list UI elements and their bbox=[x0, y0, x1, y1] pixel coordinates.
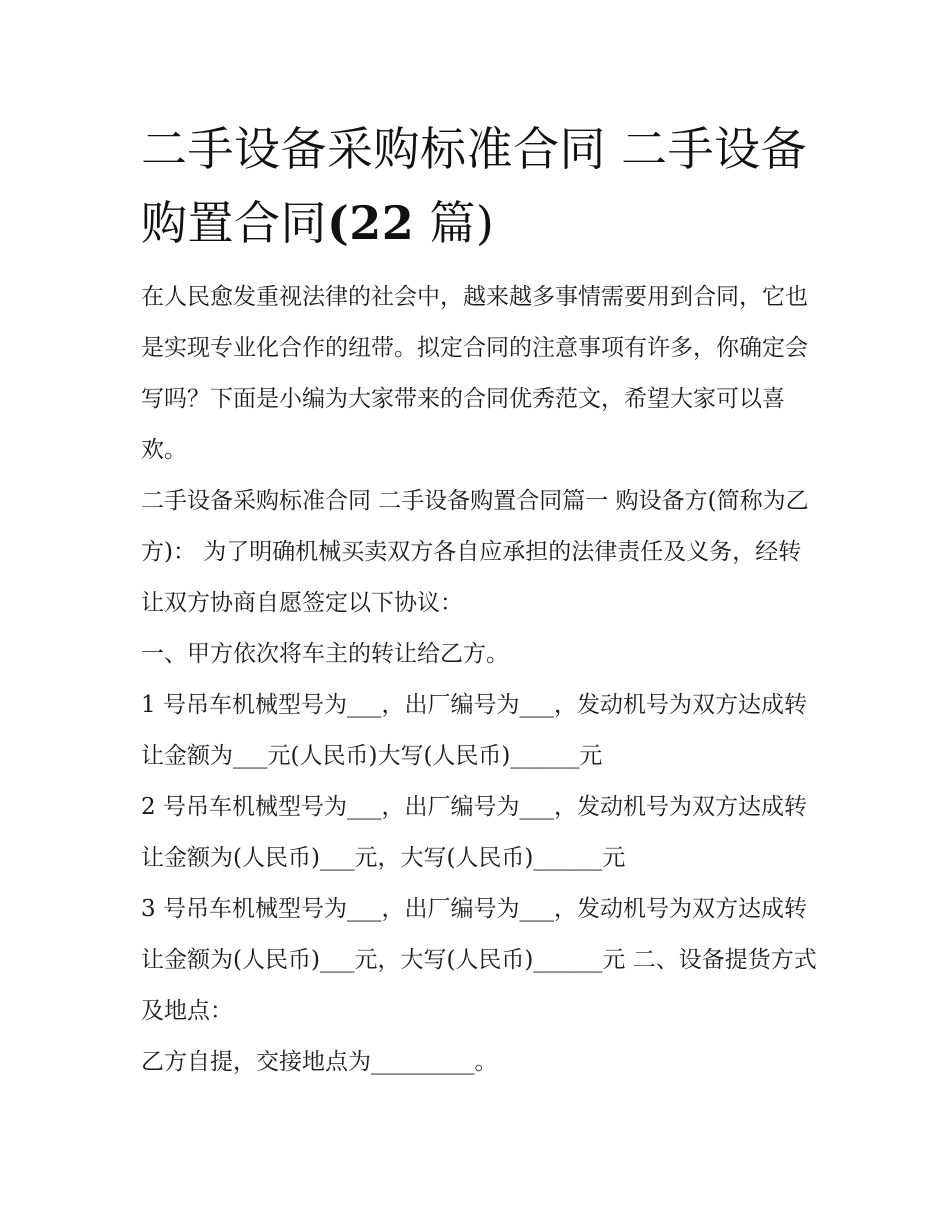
document-title: 二手设备采购标准合同 二手设备购置合同(22 篇) bbox=[141, 122, 808, 250]
document-body bbox=[141, 272, 820, 1088]
paragraph-pickup: 乙方自提，交接地点为_________。 bbox=[141, 1049, 498, 1075]
paragraph-crane-1: 1 号吊车机械型号为___，出厂编号为___，发动机号为双方达成转让金额为___元(人民币)大写(人民币)______元 bbox=[141, 692, 807, 769]
paragraph-intro: 在人民愈发重视法律的社会中，越来越多事情需要用到合同，它也是实现专业化合作的纽带。拟定合同的注意事项有许多，你确定会写吗？下面是小编为大家带来的合同优秀范文，希望大家可以喜欢。 bbox=[141, 284, 808, 463]
paragraph-crane-2: 2 号吊车机械型号为___，出厂编号为___，发动机号为双方达成转让金额为(人民币)___元，大写(人民币)______元 bbox=[141, 794, 807, 871]
paragraph-clause-one: 一、甲方依次将车主的转让给乙方。 bbox=[141, 641, 509, 667]
title-count: (22 bbox=[327, 196, 415, 250]
paragraph-crane-3: 3 号吊车机械型号为___，出厂编号为___，发动机号为双方达成转让金额为(人民币)___元，大写(人民币)______元 二、设备提货方式及地点： bbox=[141, 896, 817, 1024]
paragraph-contract-heading: 二手设备采购标准合同 二手设备购置合同篇一 购设备方(简称为乙方)： 为了明确机械买卖双方各自应承担的法律责任及义务，经转让双方协商自愿签定以下协议： bbox=[141, 488, 809, 616]
